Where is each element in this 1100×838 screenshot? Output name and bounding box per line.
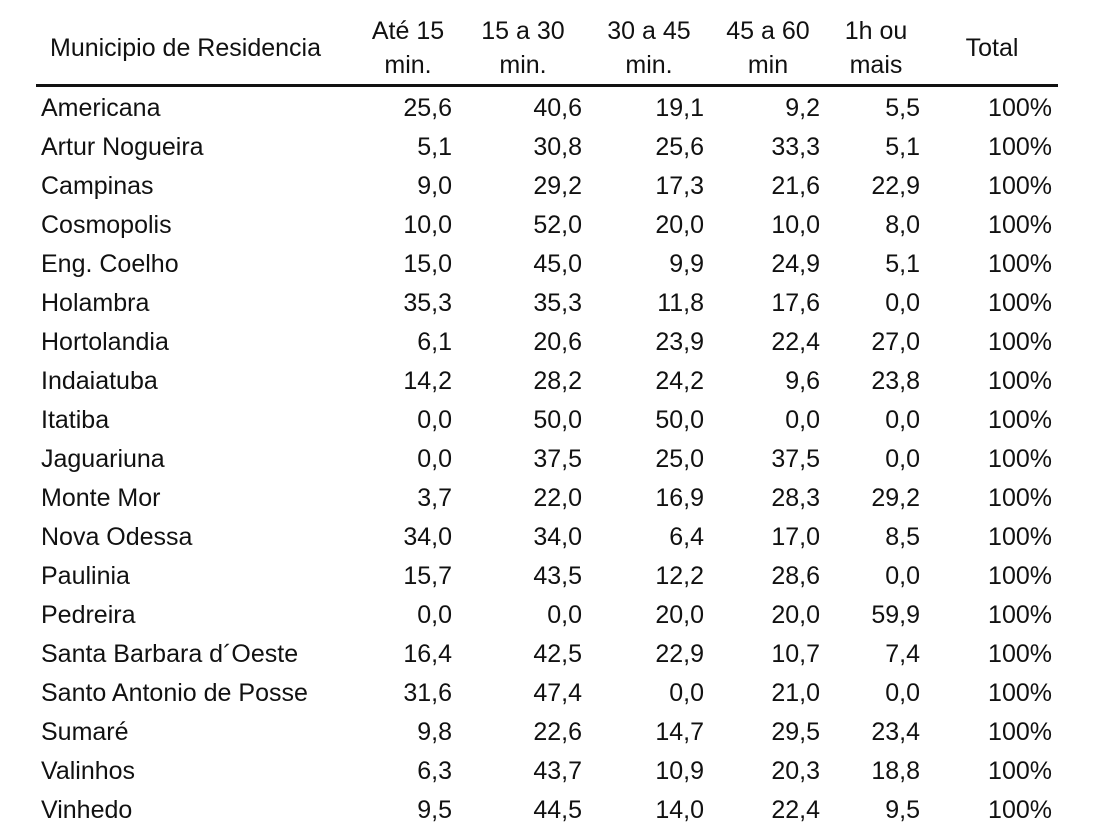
municipio-cell: Paulinia: [41, 562, 130, 590]
value-cell: 10,7: [771, 640, 820, 668]
value-cell: 100%: [988, 94, 1052, 122]
value-cell: 27,0: [871, 328, 920, 356]
value-cell: 12,2: [655, 562, 704, 590]
table-row: [36, 596, 1058, 635]
value-cell: 9,8: [417, 718, 452, 746]
value-cell: 9,0: [417, 172, 452, 200]
value-cell: 10,9: [655, 757, 704, 785]
value-cell: 17,6: [771, 289, 820, 317]
header-line: Até 15: [371, 17, 445, 45]
table-row: [36, 752, 1058, 791]
municipio-cell: Artur Nogueira: [41, 133, 204, 161]
value-cell: 10,0: [403, 211, 452, 239]
table-row: [36, 635, 1058, 674]
municipio-cell: Campinas: [41, 172, 154, 200]
value-cell: 0,0: [885, 562, 920, 590]
value-cell: 22,6: [533, 718, 582, 746]
value-cell: 100%: [988, 757, 1052, 785]
value-cell: 8,5: [885, 523, 920, 551]
value-cell: 20,6: [533, 328, 582, 356]
value-cell: 0,0: [417, 406, 452, 434]
value-cell: 100%: [988, 211, 1052, 239]
header-line: 45 a 60: [726, 17, 810, 45]
municipio-cell: Nova Odessa: [41, 523, 193, 551]
value-cell: 18,8: [871, 757, 920, 785]
value-cell: 9,2: [785, 94, 820, 122]
value-cell: 100%: [988, 133, 1052, 161]
municipio-cell: Itatiba: [41, 406, 110, 434]
table-row: [36, 245, 1058, 284]
value-cell: 6,1: [417, 328, 452, 356]
table-row: [36, 401, 1058, 440]
value-cell: 44,5: [533, 796, 582, 824]
value-cell: 0,0: [417, 601, 452, 629]
header-line: 30 a 45: [607, 17, 691, 45]
value-cell: 25,6: [655, 133, 704, 161]
header-line: min.: [499, 51, 547, 79]
value-cell: 6,3: [417, 757, 452, 785]
value-cell: 24,9: [771, 250, 820, 278]
value-cell: 59,9: [871, 601, 920, 629]
value-cell: 22,9: [871, 172, 920, 200]
value-cell: 34,0: [533, 523, 582, 551]
value-cell: 9,6: [785, 367, 820, 395]
municipio-cell: Hortolandia: [41, 328, 169, 356]
value-cell: 5,1: [885, 133, 920, 161]
value-cell: 52,0: [533, 211, 582, 239]
value-cell: 22,4: [771, 796, 820, 824]
table-row: [36, 440, 1058, 479]
value-cell: 100%: [988, 640, 1052, 668]
value-cell: 17,3: [655, 172, 704, 200]
table-row: [36, 206, 1058, 245]
value-cell: 100%: [988, 718, 1052, 746]
value-cell: 25,0: [655, 445, 704, 473]
value-cell: 14,0: [655, 796, 704, 824]
value-cell: 37,5: [771, 445, 820, 473]
value-cell: 33,3: [771, 133, 820, 161]
value-cell: 100%: [988, 796, 1052, 824]
value-cell: 37,5: [533, 445, 582, 473]
value-cell: 50,0: [655, 406, 704, 434]
header-ate-15: [358, 12, 458, 86]
value-cell: 35,3: [403, 289, 452, 317]
value-cell: 16,9: [655, 484, 704, 512]
value-cell: 21,0: [771, 679, 820, 707]
value-cell: 25,6: [403, 94, 452, 122]
table-row: [36, 791, 1058, 830]
value-cell: 100%: [988, 601, 1052, 629]
commute-time-table: [36, 12, 1058, 830]
table-body: [36, 86, 1058, 831]
value-cell: 0,0: [885, 445, 920, 473]
value-cell: 100%: [988, 562, 1052, 590]
value-cell: 100%: [988, 445, 1052, 473]
municipio-cell: Monte Mor: [41, 484, 161, 512]
table-row: [36, 323, 1058, 362]
value-cell: 5,1: [885, 250, 920, 278]
value-cell: 45,0: [533, 250, 582, 278]
header-line: 1h ou: [844, 17, 908, 45]
table-row: [36, 86, 1058, 129]
value-cell: 14,7: [655, 718, 704, 746]
value-cell: 15,7: [403, 562, 452, 590]
value-cell: 100%: [988, 484, 1052, 512]
header-total: [926, 12, 1058, 86]
value-cell: 22,9: [655, 640, 704, 668]
value-cell: 0,0: [885, 406, 920, 434]
value-cell: 0,0: [885, 289, 920, 317]
header-1h-ou-mais: [826, 12, 926, 86]
table-row: [36, 518, 1058, 557]
value-cell: 28,3: [771, 484, 820, 512]
header-line: Total: [965, 34, 1019, 62]
table-row: [36, 674, 1058, 713]
value-cell: 43,5: [533, 562, 582, 590]
value-cell: 23,9: [655, 328, 704, 356]
value-cell: 20,0: [655, 601, 704, 629]
value-cell: 21,6: [771, 172, 820, 200]
value-cell: 29,5: [771, 718, 820, 746]
value-cell: 47,4: [533, 679, 582, 707]
table-row: [36, 362, 1058, 401]
municipio-cell: Cosmopolis: [41, 211, 172, 239]
header-line: min: [747, 51, 789, 79]
table-row: [36, 167, 1058, 206]
municipio-cell: Jaguariuna: [41, 445, 165, 473]
table-row: [36, 557, 1058, 596]
value-cell: 29,2: [871, 484, 920, 512]
municipio-cell: Indaiatuba: [41, 367, 158, 395]
value-cell: 8,0: [885, 211, 920, 239]
value-cell: 29,2: [533, 172, 582, 200]
value-cell: 14,2: [403, 367, 452, 395]
value-cell: 0,0: [785, 406, 820, 434]
value-cell: 100%: [988, 523, 1052, 551]
value-cell: 20,0: [655, 211, 704, 239]
value-cell: 100%: [988, 367, 1052, 395]
value-cell: 5,1: [417, 133, 452, 161]
header-30-a-45: [588, 12, 710, 86]
municipio-cell: Eng. Coelho: [41, 250, 179, 278]
value-cell: 23,8: [871, 367, 920, 395]
municipio-cell: Valinhos: [41, 757, 136, 785]
value-cell: 22,0: [533, 484, 582, 512]
value-cell: 43,7: [533, 757, 582, 785]
value-cell: 15,0: [403, 250, 452, 278]
header-line: mais: [849, 51, 903, 79]
header-line: min.: [384, 51, 432, 79]
header-line: 15 a 30: [481, 17, 565, 45]
table-header: [36, 12, 1058, 86]
header-line: Municipio de Residencia: [50, 34, 321, 62]
value-cell: 9,5: [417, 796, 452, 824]
municipio-cell: Sumaré: [41, 718, 129, 746]
value-cell: 23,4: [871, 718, 920, 746]
header-line: min.: [625, 51, 673, 79]
header-row: [36, 12, 1058, 86]
table-row: [36, 284, 1058, 323]
value-cell: 10,0: [771, 211, 820, 239]
header-45-a-60: [710, 12, 826, 86]
municipio-cell: Santa Barbara d´Oeste: [41, 640, 299, 668]
value-cell: 3,7: [417, 484, 452, 512]
municipio-cell: Holambra: [41, 289, 150, 317]
value-cell: 11,8: [657, 289, 704, 317]
value-cell: 35,3: [533, 289, 582, 317]
value-cell: 16,4: [403, 640, 452, 668]
value-cell: 5,5: [885, 94, 920, 122]
value-cell: 100%: [988, 406, 1052, 434]
value-cell: 20,0: [771, 601, 820, 629]
data-table-container: [36, 12, 1058, 830]
value-cell: 7,4: [885, 640, 920, 668]
value-cell: 100%: [988, 172, 1052, 200]
value-cell: 100%: [988, 679, 1052, 707]
municipio-cell: Vinhedo: [41, 796, 133, 824]
value-cell: 30,8: [533, 133, 582, 161]
value-cell: 6,4: [669, 523, 704, 551]
table-row: [36, 479, 1058, 518]
value-cell: 24,2: [655, 367, 704, 395]
municipio-cell: Pedreira: [41, 601, 136, 629]
value-cell: 0,0: [669, 679, 704, 707]
value-cell: 100%: [988, 250, 1052, 278]
value-cell: 40,6: [533, 94, 582, 122]
header-15-a-30: [458, 12, 588, 86]
value-cell: 17,0: [771, 523, 820, 551]
value-cell: 20,3: [771, 757, 820, 785]
municipio-cell: Santo Antonio de Posse: [41, 679, 308, 707]
value-cell: 34,0: [403, 523, 452, 551]
municipio-cell: Americana: [41, 94, 161, 122]
value-cell: 100%: [988, 289, 1052, 317]
value-cell: 0,0: [417, 445, 452, 473]
value-cell: 31,6: [403, 679, 452, 707]
value-cell: 100%: [988, 328, 1052, 356]
value-cell: 22,4: [771, 328, 820, 356]
value-cell: 28,6: [771, 562, 820, 590]
value-cell: 28,2: [533, 367, 582, 395]
header-municipio: [36, 12, 358, 86]
value-cell: 9,9: [669, 250, 704, 278]
value-cell: 42,5: [533, 640, 582, 668]
table-row: [36, 713, 1058, 752]
table-row: [36, 128, 1058, 167]
value-cell: 19,1: [655, 94, 704, 122]
value-cell: 9,5: [885, 796, 920, 824]
value-cell: 50,0: [533, 406, 582, 434]
value-cell: 0,0: [885, 679, 920, 707]
value-cell: 0,0: [547, 601, 582, 629]
